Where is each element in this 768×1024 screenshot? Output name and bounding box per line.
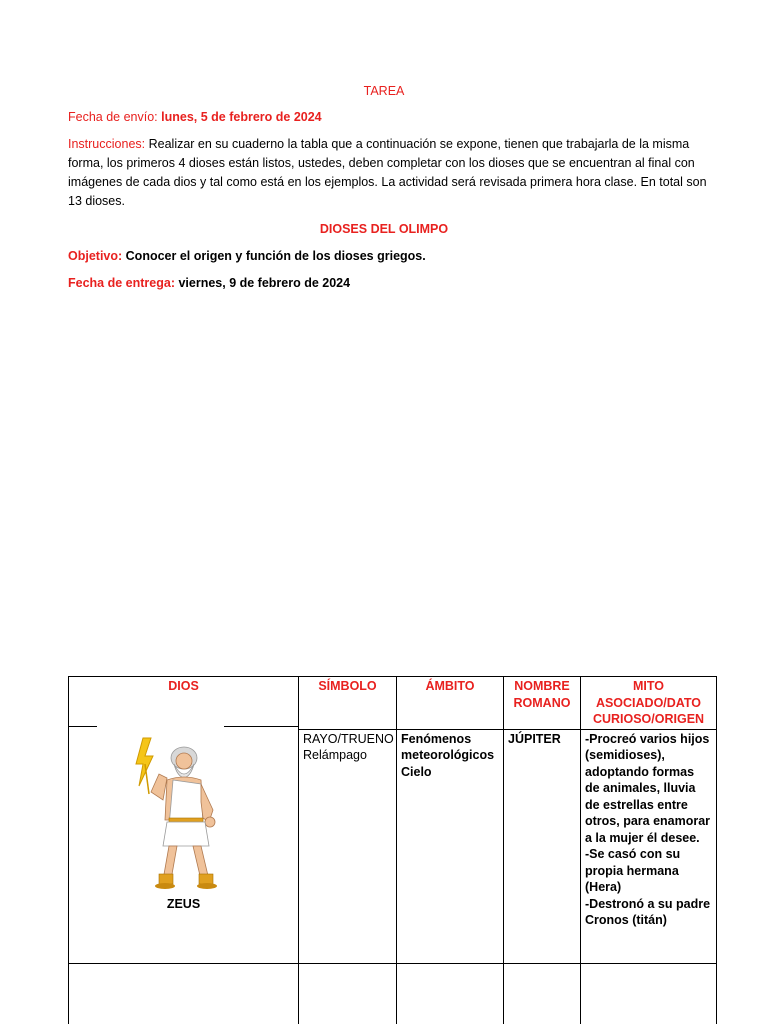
mito-cell: -Procreó varios hijos (semidioses), adoptando formas de animales, lluvia de estrellas entre otros, para enamorar a la mujer él desee. -Se casó con su propia hermana (Hera) -Destronó a su padre Cronos (titán) bbox=[581, 729, 717, 963]
header-ambito: ÁMBITO bbox=[397, 677, 504, 730]
table-header-row bbox=[69, 677, 717, 730]
empty-cell bbox=[581, 963, 717, 1024]
fecha-entrega-value: viernes, 9 de febrero de 2024 bbox=[178, 276, 351, 290]
objetivo bbox=[68, 247, 708, 266]
dios-header-divider-right bbox=[224, 726, 298, 727]
objetivo-label: Objetivo: bbox=[68, 249, 123, 263]
instrucciones bbox=[68, 135, 708, 211]
instrucciones-label: Instrucciones: bbox=[68, 137, 146, 151]
empty-cell bbox=[397, 963, 504, 1024]
zeus-illustration bbox=[129, 734, 239, 894]
instrucciones-text: Realizar en su cuaderno la tabla que a continuación se expone, tienen que trabajarla de la misma forma, los primeros 4 dioses están listos, ustedes, deben completar con los dioses que se encuentran al final con imágenes de cada dios y tal como está en los ejemplos. La actividad será revisada primera hora clase. En total son 13 dioses. bbox=[68, 137, 707, 208]
fecha-envio-label: Fecha de envío: bbox=[68, 110, 158, 124]
header-mito: MITO ASOCIADO/DATO CURIOSO/ORIGEN bbox=[581, 677, 717, 730]
header-dios: DIOS bbox=[69, 677, 299, 730]
table-row bbox=[69, 729, 717, 963]
ambito-cell: Fenómenos meteorológicos Cielo bbox=[397, 729, 504, 963]
dios-name: ZEUS bbox=[166, 897, 201, 911]
nombre-romano-cell: JÚPITER bbox=[504, 729, 581, 963]
empty-cell bbox=[69, 963, 299, 1024]
page-heading: TAREA bbox=[363, 84, 405, 98]
dios-header-divider-left bbox=[68, 726, 97, 727]
dios-cell bbox=[69, 729, 299, 963]
empty-cell bbox=[299, 963, 397, 1024]
header-nombre-romano: NOMBRE ROMANO bbox=[504, 677, 581, 730]
section-title: DIOSES DEL OLIMPO bbox=[319, 222, 449, 236]
gods-table bbox=[68, 676, 717, 1024]
fecha-envio bbox=[68, 108, 708, 127]
simbolo-cell: RAYO/TRUENO Relámpago bbox=[299, 729, 397, 963]
fecha-entrega bbox=[68, 274, 708, 293]
table-row bbox=[69, 963, 717, 1024]
header-simbolo: SÍMBOLO bbox=[299, 677, 397, 730]
objetivo-text: Conocer el origen y función de los dioses griegos. bbox=[125, 249, 426, 263]
fecha-envio-value: lunes, 5 de febrero de 2024 bbox=[161, 110, 322, 124]
fecha-entrega-label: Fecha de entrega: bbox=[68, 276, 175, 290]
empty-cell bbox=[504, 963, 581, 1024]
